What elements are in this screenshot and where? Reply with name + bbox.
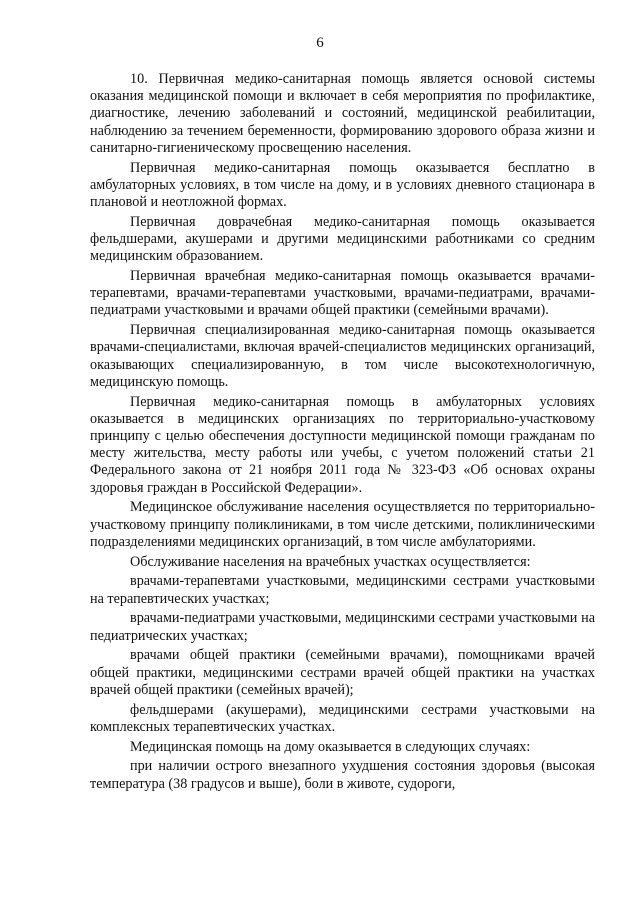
paragraph-pre-physician-care: Первичная доврачебная медико-санитарная помощь оказывается фельдшерами, акушерами и другими медицинскими работниками со средним медицинским образованием. — [90, 213, 595, 265]
list-item-therapists: врачами-терапевтами участковыми, медицинскими сестрами участковыми на терапевтических участках; — [90, 573, 595, 607]
page-number: 6 — [316, 35, 324, 51]
paragraph-free-care-conditions: Первичная медико-санитарная помощь оказывается бесплатно в амбулаторных условиях, в том числе на дому, и в условиях дневного стационара в плановой и неотложной формах. — [90, 159, 595, 211]
document-body — [90, 71, 595, 795]
paragraph-specialized-care: Первичная специализированная медико-санитарная помощь оказывается врачами-специалистами, включая врачей-специалистов медицинских организаций, оказывающих специализированную, в том числе высокотехнологичную, медицинскую помощь. — [90, 322, 595, 390]
paragraph-primary-care-definition: 10. Первичная медико-санитарная помощь является основой системы оказания медицинской помощи и включает в себя мероприятия по профилактике, диагностике, лечению заболеваний и состояний, медицинской реабилитации, наблюдению за течением беременности, формированию здорового образа жизни и санитарно-гигиеническому просвещению населения. — [90, 71, 595, 156]
list-item-general-practitioners: врачами общей практики (семейными врачами), помощниками врачей общей практики, медицинскими сестрами врачей общей практики на участках врачей общей практики (семейных врачей); — [90, 647, 595, 698]
paragraph-district-service-intro: Обслуживание населения на врачебных участках осуществляется: — [130, 553, 531, 570]
list-item-pediatricians: врачами-педиатрами участковыми, медицинскими сестрами участковыми на педиатрических участках; — [90, 610, 595, 644]
paragraph-home-care-intro: Медицинская помощь на дому оказывается в следующих случаях: — [130, 738, 531, 755]
list-item-paramedics: фельдшерами (акушерами), медицинскими сестрами участковыми на комплексных терапевтических участках. — [90, 701, 595, 735]
paragraph-medical-service: Медицинское обслуживание населения осуществляется по территориально-участковому принципу поликлиниками, в том числе детскими, поликлиническими подразделениями медицинских организаций, в том числе амбулаториями. — [90, 499, 595, 550]
paragraph-physician-care: Первичная врачебная медико-санитарная помощь оказывается врачами-терапевтами, врачами-терапевтами участковыми, врачами-педиатрами, врачами-педиатрами участковыми и врачами общей практики (семейными врачами). — [90, 268, 595, 319]
paragraph-territorial-principle: Первичная медико-санитарная помощь в амбулаторных условиях оказывается в медицинских организациях по территориально-участковому принципу с целью обеспечения доступности медицинской помощи гражданам по месту жительства, месту работы или учебы, с учетом положений статьи 21 Федерального закона от 21 ноября 2011 года № 323-ФЗ «Об основах охраны здоровья граждан в Российской Федерации». — [90, 393, 595, 496]
list-item-home-care-case: при наличии острого внезапного ухудшения состояния здоровья (высокая температура (38 градусов и выше), боли в животе, судороги, — [90, 758, 595, 792]
